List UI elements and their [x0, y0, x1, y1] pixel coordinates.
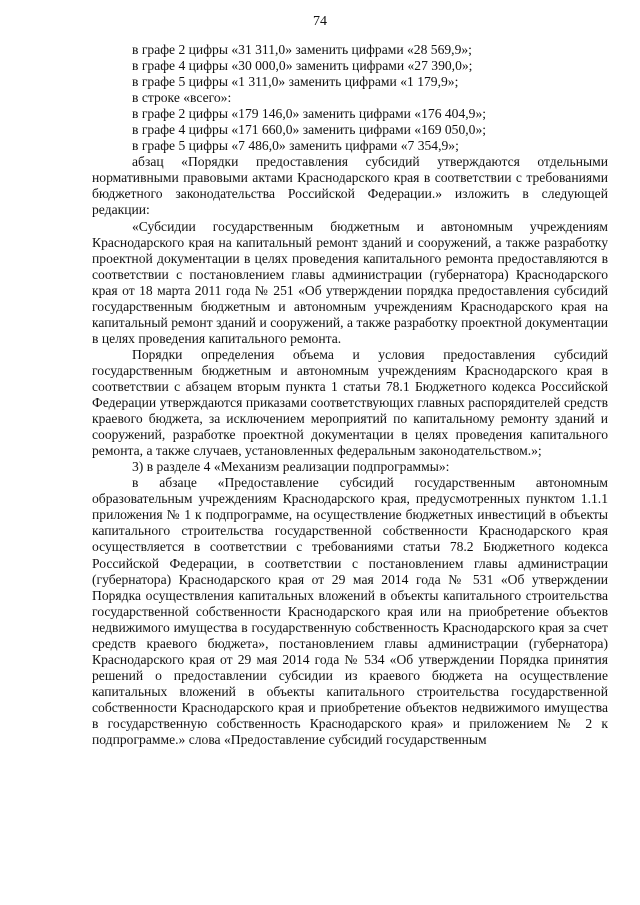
document-body: [92, 42, 608, 748]
page-number: 74: [313, 14, 327, 29]
amendment-line: в строке «всего»:: [132, 90, 232, 106]
paragraph: Порядки определения объема и условия предоставления субсидий государственным бюджетным и автономным учреждениям Краснодарского края в соответствии с абзацем вторым пункта 1 статьи 78.1 Бюджетного кодекса Российской Федерации утверждаются приказами соответствующих главных распорядителей средств краевого бюджета, за исключением мероприятий по капитальному ремонту зданий и сооружений, разработке проектной документации в целях проведения капитального ремонта, а также случаев, установленных федеральным законодательством.»;: [92, 346, 608, 459]
amendment-line: в графе 2 цифры «179 146,0» заменить цифрами «176 404,9»;: [132, 106, 487, 122]
amendment-line: в графе 5 цифры «1 311,0» заменить цифрами «1 179,9»;: [132, 74, 459, 90]
paragraph: 3) в разделе 4 «Механизм реализации подпрограммы»:: [132, 459, 450, 475]
paragraph: абзац «Порядки предоставления субсидий утверждаются отдельными нормативными правовыми актами Краснодарского края в соответствии с требованиями бюджетного законодательства Российской Федерации.» изложить в следующей редакции:: [92, 154, 608, 218]
amendment-line: в графе 5 цифры «7 486,0» заменить цифрами «7 354,9»;: [132, 138, 459, 154]
amendment-line: в графе 4 цифры «30 000,0» заменить цифрами «27 390,0»;: [132, 58, 473, 74]
paragraph: «Субсидии государственным бюджетным и автономным учреждениям Краснодарского края на капитальный ремонт зданий и сооружений, а также разработку проектной документации в целях проведения капитального ремонта предоставляются в соответствии с постановлением главы администрации (губернатора) Краснодарского края от 18 марта 2011 года № 251 «Об утверждении порядка предоставления субсидий государственным бюджетным и автономным учреждениям Краснодарского края на капитальный ремонт зданий и сооружений, а также разработку проектной документации в целях проведения капитального ремонта.: [92, 218, 608, 346]
amendment-line: в графе 2 цифры «31 311,0» заменить цифрами «28 569,9»;: [132, 42, 472, 57]
amendment-line: в графе 4 цифры «171 660,0» заменить цифрами «169 050,0»;: [132, 122, 487, 138]
paragraph: в абзаце «Предоставление субсидий государственным автономным образовательным учреждениям Краснодарского края, предусмотренных пунктом 1.1.1 приложения № 1 к подпрограмме, на осуществление бюджетных инвестиций в объекты капитального строительства государственной собственности Краснодарского края осуществляется в соответствии с требованиями статьи 78.2 Бюджетного кодекса Российской Федерации, в соответствии с постановлением главы администрации (губернатора) Краснодарского края от 29 мая 2014 года № 531 «Об утверждении Порядка осуществления капитальных вложений в объекты капитального строительства государственной собственности Краснодарского края или на приобретение объектов недвижимого имущества в государственную собственность Краснодарского края за счет средств краевого бюджета», постановлением главы администрации (губернатора) Краснодарского края от 29 мая 2014 года № 534 «Об утверждении Порядка принятия решений о предоставлении субсидии из краевого бюджета на осуществление капитальных вложений в объекты капитального строительства государственной собственности Краснодарского края и приобретение объектов недвижимого имущества в государственную собственность Краснодарского края» и приложением № 2 к подпрограмме.» слова «Предоставление субсидий государственным: [92, 475, 608, 748]
